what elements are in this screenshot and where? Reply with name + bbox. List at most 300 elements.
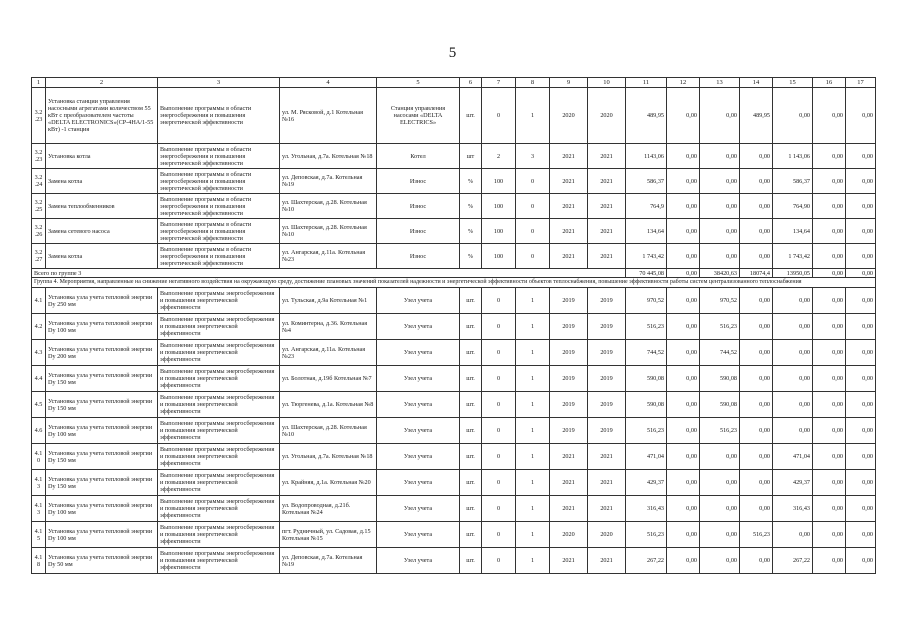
group-total-value: 0,00 [667,269,700,278]
table-cell: Установка станции управления насосными агрегатами количеством 55 кВт с преобразователем частоты «DELTA ELECTRONICS»(CP-4HA/1-55 кВт) -1 станция [46,88,158,144]
table-cell: 0,00 [846,169,876,194]
table-cell: 3.2.27 [32,244,46,269]
table-cell: 2019 [588,314,626,340]
table-cell: 0,00 [667,522,700,548]
table-cell: 4.3 [32,340,46,366]
table-cell: 2020 [550,522,588,548]
table-cell: 0 [516,244,550,269]
table-cell: Установка узла учета тепловой энергии Dy 100 мм [46,314,158,340]
table-cell: 516,23 [700,418,740,444]
table-cell: 100 [482,169,516,194]
table-cell: Узел учета [377,340,460,366]
column-number-row [32,78,876,88]
table-row [32,194,876,219]
table-cell: 0,00 [740,288,773,314]
table-cell: 970,52 [700,288,740,314]
column-number-cell: 13 [700,78,740,88]
table-cell: 0,00 [740,194,773,219]
table-cell: 0,00 [813,194,846,219]
table-cell: Выполнение программы в области энергосбережения и повышения энергетической эффективности [158,169,280,194]
table-cell: 970,52 [626,288,667,314]
table-cell: 0 [482,496,516,522]
table-cell: 744,52 [626,340,667,366]
table-cell: 590,08 [626,366,667,392]
table-cell: Установка узла учета тепловой энергии Dy 100 мм [46,496,158,522]
group-total-value: 38420,63 [700,269,740,278]
table-cell: 4.13 [32,470,46,496]
table-cell: 764,9 [626,194,667,219]
table-cell: 0,00 [700,496,740,522]
table-cell: 0,00 [773,340,813,366]
table-cell: Установка узла учета тепловой энергии Dy 150 мм [46,366,158,392]
group-total-value: 70 445,08 [626,269,667,278]
table-cell: Узел учета [377,444,460,470]
column-number-cell: 2 [46,78,158,88]
table-cell: Установка узла учета тепловой энергии Dy 100 мм [46,418,158,444]
table-cell: ул. Коминтерна, д.36. Котельная №4 [280,314,377,340]
table-cell: 0,00 [740,496,773,522]
table-cell: 0,00 [740,144,773,169]
table-cell: 0,00 [700,219,740,244]
table-cell: Узел учета [377,548,460,574]
table-cell: 0,00 [773,418,813,444]
group-total-value: 18074,4 [740,269,773,278]
table-cell: 2019 [550,392,588,418]
table-cell: 471,04 [626,444,667,470]
table-cell: 0,00 [667,219,700,244]
table-cell: Выполнение программы энергосбережения и повышения энергетической эффективности [158,288,280,314]
table-cell: 1 [516,288,550,314]
table-cell: 0,00 [740,366,773,392]
table-cell: 1 [516,548,550,574]
table-cell: 0,00 [667,548,700,574]
table-cell: 134,64 [773,219,813,244]
table-cell: 2019 [550,314,588,340]
table-cell: 4.6 [32,418,46,444]
table-cell: 2021 [550,444,588,470]
table-cell: шт. [460,392,482,418]
table-cell: % [460,244,482,269]
table-cell: 0,00 [813,548,846,574]
table-cell: Установка котла [46,144,158,169]
table-cell: 0,00 [846,392,876,418]
table-cell: Установка узла учета тепловой энергии Dy 50 мм [46,548,158,574]
table-cell: 516,23 [626,314,667,340]
table-cell: 1 743,42 [626,244,667,269]
table-cell: 0,00 [813,444,846,470]
table-cell: 0,00 [773,522,813,548]
table-cell: 2019 [550,288,588,314]
investment-program-table [31,77,876,574]
table-cell: 2019 [588,340,626,366]
table-cell: 0 [482,288,516,314]
table-cell: 0,00 [740,392,773,418]
table-cell: 2021 [550,548,588,574]
table-cell: Установка узла учета тепловой энергии Dy 100 мм [46,522,158,548]
table-cell: шт. [460,366,482,392]
table-cell: 3.2.24 [32,169,46,194]
table-cell: % [460,194,482,219]
table-cell: 0 [482,444,516,470]
table-cell: Узел учета [377,366,460,392]
table-cell: Выполнение программы энергосбережения и повышения энергетической эффективности [158,470,280,496]
column-number-cell: 9 [550,78,588,88]
table-cell: Замена сетевого насоса [46,219,158,244]
table-cell: 516,23 [740,522,773,548]
table-cell: 4.10 [32,444,46,470]
table-cell: 0,00 [846,88,876,144]
table-cell: шт. [460,548,482,574]
group-total-value: 0,00 [846,269,876,278]
table-cell: 0,00 [846,219,876,244]
table-cell: 0,00 [667,418,700,444]
column-number-cell: 1 [32,78,46,88]
table-cell: Установка узла учета тепловой энергии Dy 150 мм [46,470,158,496]
table-cell: шт. [460,470,482,496]
table-cell: 4.5 [32,392,46,418]
table-cell: 0,00 [667,314,700,340]
group-total-label: Всего по группе 3 [32,269,626,278]
table-cell: ул. Водопроводная, д.21б. Котельная №24 [280,496,377,522]
table-cell: 0,00 [813,88,846,144]
table-cell: 2019 [588,288,626,314]
table-cell: 0,00 [700,444,740,470]
table-cell: Выполнение программы в области энергосбережения и повышения энергетической эффективности [158,219,280,244]
table-cell: 0,00 [700,88,740,144]
table-cell: 0,00 [740,244,773,269]
column-number-cell: 17 [846,78,876,88]
table-cell: 2019 [588,366,626,392]
table-cell: Выполнение программы энергосбережения и повышения энергетической эффективности [158,392,280,418]
table-cell: 4.4 [32,366,46,392]
table-cell: 0,00 [667,444,700,470]
table-cell: 0,00 [667,288,700,314]
group-total-value: 0,00 [813,269,846,278]
table-cell: Выполнение программы энергосбережения и повышения энергетической эффективности [158,522,280,548]
table-cell: 0,00 [740,340,773,366]
table-cell: 2021 [550,144,588,169]
table-cell: Замена котла [46,169,158,194]
table-cell: 0,00 [773,392,813,418]
table-cell: ул. Шахтерская, д.28. Котельная №10 [280,418,377,444]
table-cell: 0,00 [667,169,700,194]
table-cell: Узел учета [377,522,460,548]
column-number-cell: 3 [158,78,280,88]
table-cell: 4.1 [32,288,46,314]
table-cell: 2021 [550,169,588,194]
table-cell: 586,37 [773,169,813,194]
table-cell: 0,00 [846,366,876,392]
table-cell: Выполнение программы энергосбережения и повышения энергетической эффективности [158,366,280,392]
table-cell: 0,00 [740,169,773,194]
table-cell: 0 [482,314,516,340]
table-row [32,144,876,169]
table-cell: 134,64 [626,219,667,244]
table-cell: 0,00 [846,314,876,340]
table-cell: 0,00 [846,548,876,574]
table-cell: Установка узла учета тепловой энергии Dy 200 мм [46,340,158,366]
table-cell: 590,08 [700,392,740,418]
table-cell: 2021 [588,548,626,574]
table-cell: 2019 [588,392,626,418]
table-cell: 1 [516,418,550,444]
table-cell: 0,00 [813,314,846,340]
table-cell: Замена котла [46,244,158,269]
table-cell: Выполнение программы энергосбережения и повышения энергетической эффективности [158,444,280,470]
table-cell: 0,00 [667,392,700,418]
table-cell: 2021 [550,194,588,219]
page-number: 5 [448,45,457,61]
table-cell: шт. [460,444,482,470]
table-cell: 1 [516,88,550,144]
table-cell: шт. [460,496,482,522]
table-cell: шт. [460,522,482,548]
table-cell: Котел [377,144,460,169]
table-cell: ул. Шахтерская, д.28. Котельная №10 [280,194,377,219]
table-cell: 0 [482,548,516,574]
table-cell: 0,00 [846,470,876,496]
table-cell: ул. Угольная, д.7а. Котельная №18 [280,444,377,470]
table-cell: 590,08 [700,366,740,392]
table-cell: 0,00 [813,522,846,548]
table-cell: 764,90 [773,194,813,219]
table-cell: 100 [482,219,516,244]
group-total-value: 13950,05 [773,269,813,278]
table-cell: 3.2.26 [32,219,46,244]
table-cell: 2021 [588,244,626,269]
table-cell: 1 743,42 [773,244,813,269]
table-cell: шт. [460,418,482,444]
column-number-cell: 7 [482,78,516,88]
group-heading: Группа 4. Мероприятия, направленные на снижение негативного воздействия на окружающую среду, достижение плановых значений показателей надежности и энергетической эффективности объектов теплоснабжения, повышение эффективности работы систем централизованного теплоснабжения [32,278,876,288]
table-body [32,78,876,574]
table-cell: 2019 [550,340,588,366]
table-cell: 0,00 [846,244,876,269]
table-cell: Узел учета [377,288,460,314]
table-cell: 471,04 [773,444,813,470]
table-cell: 2021 [588,194,626,219]
table-cell: 0 [482,522,516,548]
table-cell: 0,00 [846,522,876,548]
table-cell: ул. Ангарская, д.11а. Котельная №23 [280,340,377,366]
column-number-cell: 6 [460,78,482,88]
table-cell: шт. [460,88,482,144]
table-cell: 1 [516,444,550,470]
column-number-cell: 5 [377,78,460,88]
table-cell: 586,37 [626,169,667,194]
table-row [32,169,876,194]
table-cell: 2019 [550,418,588,444]
table-cell: Узел учета [377,314,460,340]
table-cell: Выполнение программы в области энергосбережения и повышения энергетической эффективности [158,194,280,219]
table-cell: 0,00 [846,496,876,522]
column-number-cell: 15 [773,78,813,88]
table-cell: 0,00 [740,418,773,444]
table-cell: Узел учета [377,418,460,444]
table-cell: 0 [482,470,516,496]
table-row [32,418,876,444]
table-cell: 2021 [588,470,626,496]
table-cell: шт. [460,314,482,340]
table-cell: 2020 [588,88,626,144]
table-cell: 0,00 [813,219,846,244]
table-cell: ул. Тульская, д.9а Котельная №1 [280,288,377,314]
table-cell: 1 [516,496,550,522]
table-cell: Выполнение программы в области энергосбережения и повышения энергетической эффективности [158,144,280,169]
table-cell: 0 [482,418,516,444]
table-cell: 0,00 [813,340,846,366]
table-row [32,444,876,470]
table-cell: 0,00 [813,169,846,194]
table-row [32,219,876,244]
table-row [32,366,876,392]
table-cell: 0 [516,219,550,244]
table-cell: 0 [516,169,550,194]
table-cell: ул. Шахтерская, д.28. Котельная №10 [280,219,377,244]
table-cell: 516,23 [626,522,667,548]
table-row [32,244,876,269]
group-total-row [32,269,876,278]
table-cell: 0,00 [740,219,773,244]
table-cell: 0,00 [667,470,700,496]
table-cell: 0,00 [740,444,773,470]
column-number-cell: 12 [667,78,700,88]
table-cell: 0 [516,194,550,219]
table-cell: 429,37 [773,470,813,496]
table-row [32,288,876,314]
table-cell: 0 [482,366,516,392]
table-cell: ул. Крайняя, д.1а. Котельная №20 [280,470,377,496]
table-cell: 516,23 [700,314,740,340]
table-cell: 2019 [550,366,588,392]
table-cell: 4.15 [32,522,46,548]
table-cell: 0,00 [667,496,700,522]
table-cell: 4.13 [32,496,46,522]
column-number-cell: 14 [740,78,773,88]
column-number-cell: 10 [588,78,626,88]
table-cell: Износ [377,194,460,219]
table-cell: пгт. Рудничный, ул. Садовая, д.15 Котельная №15 [280,522,377,548]
table-cell: 2021 [588,144,626,169]
column-number-cell: 4 [280,78,377,88]
table-cell: Замена теплообменников [46,194,158,219]
table-cell: 489,95 [626,88,667,144]
table-row [32,340,876,366]
table-cell: 0,00 [740,314,773,340]
table-cell: 0,00 [667,194,700,219]
table-cell: 0,00 [846,288,876,314]
table-cell: 0,00 [813,366,846,392]
table-cell: 0 [482,340,516,366]
table-cell: Износ [377,169,460,194]
table-cell: 4.18 [32,548,46,574]
table-cell: 4.2 [32,314,46,340]
table-cell: Выполнение программы энергосбережения и повышения энергетической эффективности [158,548,280,574]
table-row [32,88,876,144]
table-cell: 0,00 [846,418,876,444]
table-cell: 0,00 [740,470,773,496]
table-cell: 0 [482,392,516,418]
table-cell: 0,00 [846,444,876,470]
table-cell: 0,00 [813,470,846,496]
table-cell: ул. М. Рясковой, д.1 Котельная №16 [280,88,377,144]
table-cell: 3.2.23 [32,144,46,169]
table-cell: 1 [516,522,550,548]
table-cell: 590,08 [626,392,667,418]
table-cell: 0,00 [740,548,773,574]
table-cell: 0,00 [773,88,813,144]
table-cell: 0,00 [700,548,740,574]
table-cell: 0,00 [773,314,813,340]
table-cell: 316,43 [773,496,813,522]
table-cell: 1 [516,392,550,418]
table-cell: 267,22 [626,548,667,574]
table-cell: 0,00 [667,88,700,144]
column-number-cell: 11 [626,78,667,88]
table-cell: 0,00 [700,144,740,169]
table-cell: 2021 [588,444,626,470]
table-row [32,496,876,522]
table-cell: Установка узла учета тепловой энергии Dy 250 мм [46,288,158,314]
table-cell: Износ [377,244,460,269]
table-row [32,314,876,340]
table-cell: 3.2.25 [32,194,46,219]
table-cell: Станция управления насосами «DELTA ELECTRICS» [377,88,460,144]
table-cell: 0,00 [667,366,700,392]
table-cell: Выполнение программы энергосбережения и повышения энергетической эффективности [158,340,280,366]
table-cell: 2021 [588,169,626,194]
table-cell: 429,37 [626,470,667,496]
table-cell: ул. Тюргенева, д.1а. Котельная №8 [280,392,377,418]
table-row [32,522,876,548]
table-cell: 2020 [550,88,588,144]
table-cell: ул. Деповская, д.7а. Котельная №19 [280,169,377,194]
table-cell: Выполнение программы в области энергосбережения и повышения энергетической эффективности [158,244,280,269]
table-cell: 0,00 [700,522,740,548]
table-cell: 316,43 [626,496,667,522]
table-cell: % [460,169,482,194]
table-cell: 2 [482,144,516,169]
table-cell: 0,00 [846,144,876,169]
table-cell: 2020 [588,522,626,548]
table-cell: 0,00 [773,366,813,392]
table-cell: 0,00 [813,288,846,314]
table-cell: 2021 [588,219,626,244]
table-cell: 2019 [588,418,626,444]
table-cell: ул. Угольная, д.7а. Котельная №18 [280,144,377,169]
table-cell: 2021 [550,244,588,269]
table-cell: шт [460,144,482,169]
table-cell: Узел учета [377,496,460,522]
table-cell: Выполнение программы в области энергосбережения и повышения энергетической эффективности [158,88,280,144]
table-cell: шт. [460,340,482,366]
table-cell: Выполнение программы энергосбережения и повышения энергетической эффективности [158,314,280,340]
table-cell: 0,00 [813,392,846,418]
table-cell: 2021 [550,219,588,244]
table-cell: 0,00 [700,169,740,194]
table-cell: Установка узла учета тепловой энергии Dy 150 мм [46,444,158,470]
table-cell: 267,22 [773,548,813,574]
group-heading-row [32,278,876,288]
table-cell: 0,00 [700,194,740,219]
table-row [32,470,876,496]
table-cell: Узел учета [377,470,460,496]
table-cell: 100 [482,244,516,269]
table-cell: 0,00 [667,144,700,169]
table-cell: 1 [516,366,550,392]
table-cell: 3.2.23 [32,88,46,144]
table-cell: 0,00 [667,244,700,269]
